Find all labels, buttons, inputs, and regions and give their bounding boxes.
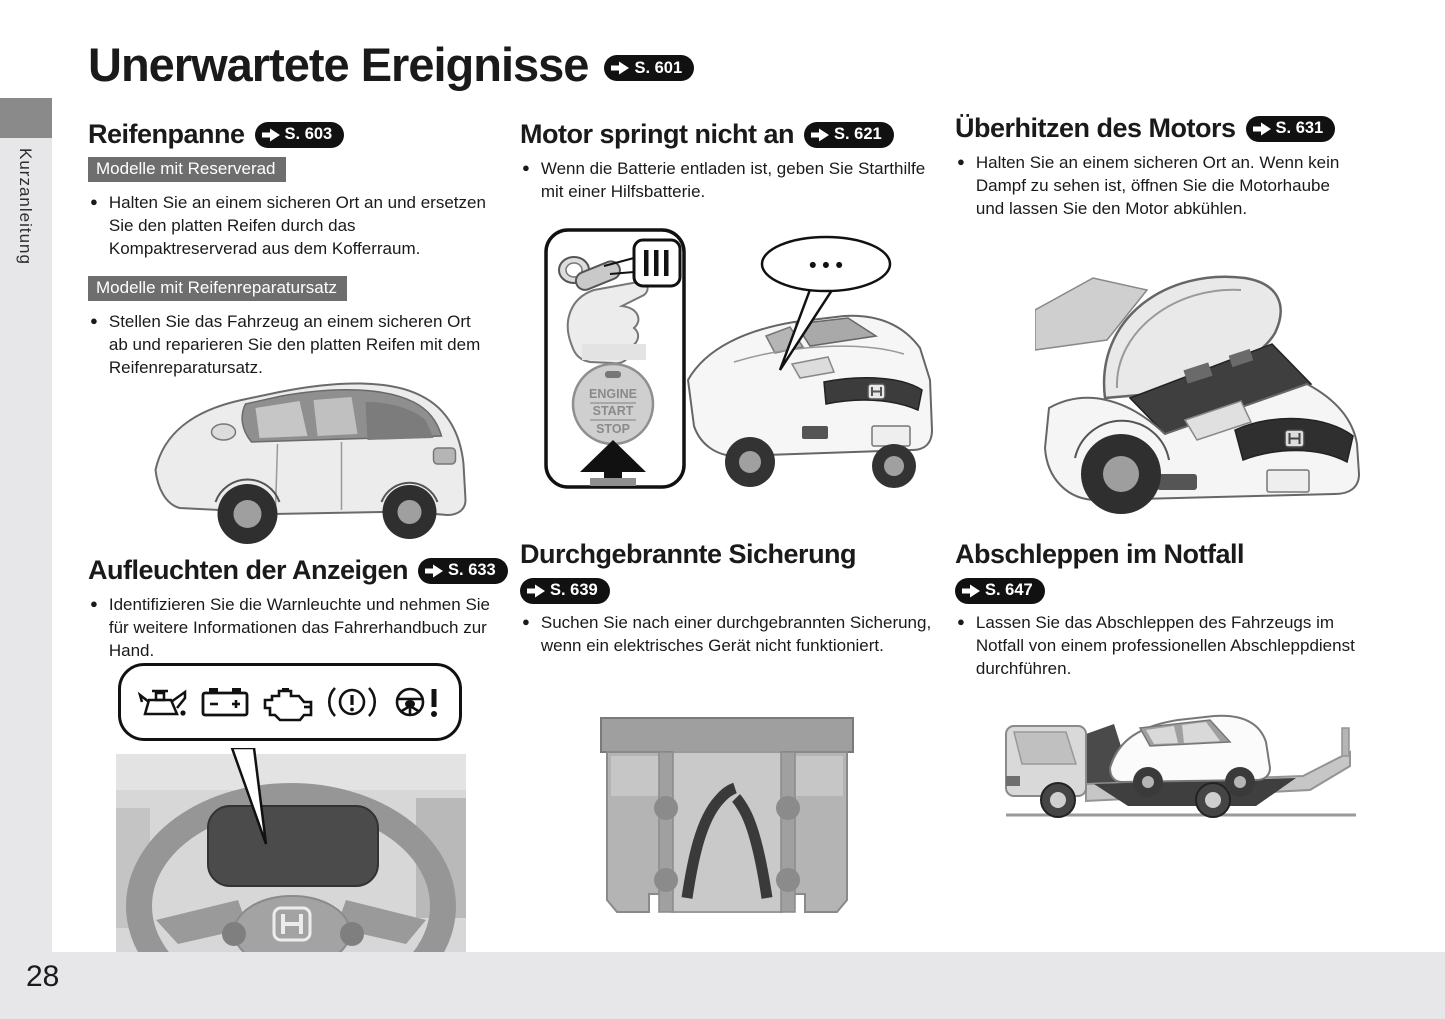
- oil-pressure-icon: [135, 680, 191, 724]
- bullet-icon: ●: [90, 313, 98, 329]
- ref-badge: S. 647: [955, 578, 1045, 604]
- page-ref-badge: S. 601: [604, 55, 694, 81]
- instruction-item: ● Halten Sie an einem sicheren Ort an und ersetzen Sie den platten Reifen durch das Kompaktreserverad aus dem Kofferraum.: [90, 191, 492, 260]
- ref-badge: S. 603: [255, 122, 345, 148]
- ref-badge: S. 639: [520, 578, 610, 604]
- ref-arrow-icon: [527, 584, 546, 598]
- battery-icon: [198, 680, 252, 724]
- page-number: 28: [26, 960, 60, 993]
- car-front-illustration: [676, 230, 938, 500]
- svg-text:STOP: STOP: [596, 422, 630, 436]
- check-engine-icon: [260, 680, 316, 724]
- instruction-item: ● Suchen Sie nach einer durchgebrannten Sicherung, wenn ein elektrisches Gerät nicht funktioniert.: [522, 611, 938, 657]
- section-heading: Überhitzen des Motors: [955, 113, 1236, 143]
- bullet-icon: ●: [90, 193, 98, 209]
- ref-arrow-icon: [611, 61, 630, 75]
- start-button-illustration: [542, 226, 688, 496]
- ref-arrow-icon: [262, 128, 281, 142]
- ref-arrow-icon: [962, 584, 981, 598]
- svg-text:START: START: [592, 404, 634, 418]
- section-heading: Reifenpanne: [88, 119, 245, 149]
- svg-text:ENGINE: ENGINE: [589, 387, 637, 401]
- bullet-icon: ●: [957, 153, 965, 169]
- instruction-item: ● Wenn die Batterie entladen ist, geben Sie Starthilfe mit einer Hilfsbatterie.: [522, 157, 938, 203]
- section-heading: Aufleuchten der Anzeigen: [88, 555, 409, 585]
- sidebar-chapter-label: Kurzanleitung: [16, 148, 35, 265]
- page-title: Unerwartete Ereignisse: [88, 38, 589, 91]
- sidebar-strip: [0, 138, 52, 1019]
- ref-arrow-icon: [811, 128, 830, 142]
- section-abschleppen: [955, 540, 1363, 689]
- svg-text:• • •: • • •: [809, 254, 843, 277]
- instruction-item: ● Lassen Sie das Abschleppen des Fahrzeugs im Notfall von einem professionellen Abschleppdienst durchführen.: [957, 611, 1363, 680]
- instruction-item: ● Stellen Sie das Fahrzeug an einem sicheren Ort ab und reparieren Sie den platten Reifen mit dem Reifenreparatursatz.: [90, 310, 492, 379]
- bullet-icon: ●: [522, 613, 530, 629]
- instruction-item: ● Identifizieren Sie die Warnleuchte und nehmen Sie für weitere Informationen das Fahrerhandbuch zur Hand.: [90, 593, 496, 662]
- ref-badge: S. 631: [1246, 116, 1336, 142]
- page-footer: [0, 952, 1445, 1019]
- tow-truck-illustration: [998, 688, 1363, 828]
- section-heading: Durchgebrannte Sicherung: [520, 539, 857, 569]
- ref-badge: S. 621: [804, 122, 894, 148]
- section-heading: Motor springt nicht an: [520, 119, 794, 149]
- open-hood-illustration: [1035, 248, 1370, 528]
- section-aufleuchten: [88, 556, 496, 671]
- page-title-row: [88, 40, 694, 89]
- section-heading: Abschleppen im Notfall: [955, 539, 1245, 569]
- power-steering-icon: [387, 680, 445, 724]
- bullet-icon: ●: [90, 595, 98, 611]
- bullet-icon: ●: [957, 613, 965, 629]
- instruction-item: ● Halten Sie an einem sicheren Ort an. Wenn kein Dampf zu sehen ist, öffnen Sie die Motorhaube und lassen Sie den Motor abkühlen.: [957, 151, 1363, 220]
- section-motor: [520, 120, 938, 212]
- brake-warning-icon: [324, 680, 380, 724]
- warning-lights-callout: [118, 663, 462, 741]
- model-variant-label: Modelle mit Reifenreparatursatz: [88, 276, 347, 301]
- section-reifenpanne: [88, 120, 492, 388]
- bullet-icon: ●: [522, 159, 530, 175]
- ref-arrow-icon: [425, 564, 444, 578]
- section-ueberhitzen: [955, 114, 1363, 229]
- ref-arrow-icon: [1253, 122, 1272, 136]
- dashboard-illustration: [116, 748, 466, 958]
- engine-start-stop-button: [573, 364, 653, 444]
- model-variant-label: Modelle mit Reserverad: [88, 157, 286, 182]
- blown-fuse-illustration: [593, 708, 861, 941]
- chapter-tab-marker: [0, 98, 52, 138]
- ref-badge: S. 633: [418, 558, 508, 584]
- car-rear-illustration: [125, 352, 490, 557]
- section-sicherung: [520, 540, 938, 666]
